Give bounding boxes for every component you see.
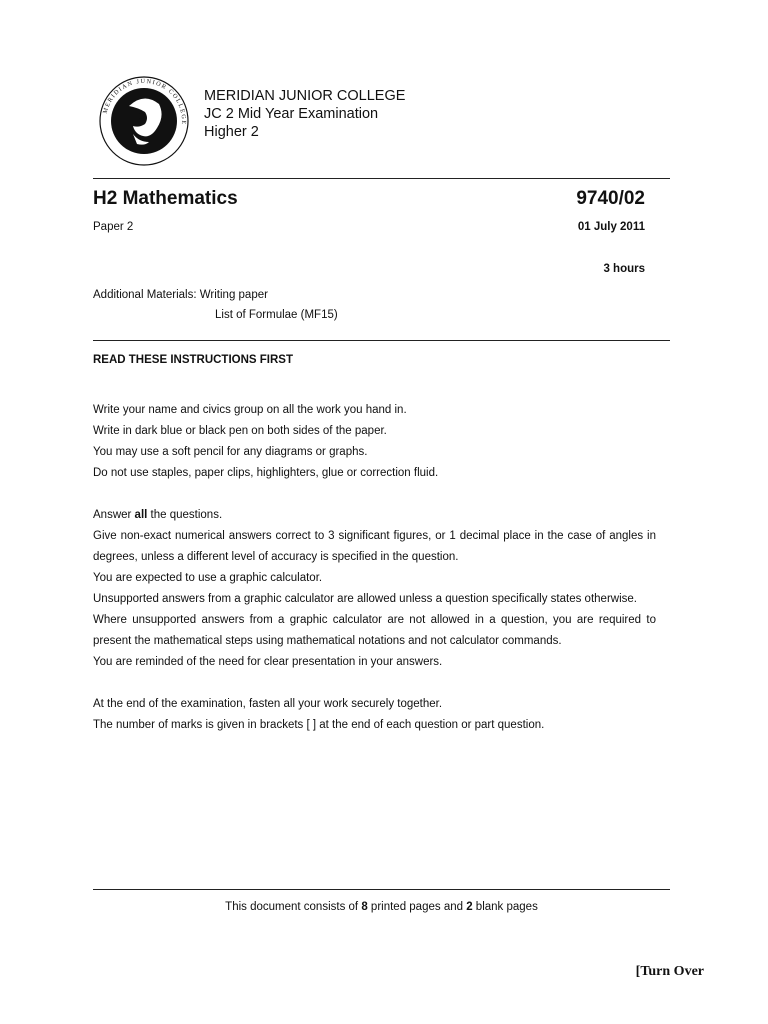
instructions-body <box>93 400 656 736</box>
syllabus-code: 9740/02 <box>576 188 645 209</box>
instruction-line: Do not use staples, paper clips, highlighters, glue or correction fluid. <box>93 467 439 479</box>
turn-over-note: [Turn Over <box>635 964 704 979</box>
crest-ring-text: MERIDIAN JUNIOR COLLEGE <box>101 77 188 126</box>
page-count-note: This document consists of 8 printed pages and 2 blank pages <box>225 901 538 913</box>
instruction-line: Write your name and civics group on all the work you hand in. <box>93 404 407 416</box>
printed-page-count: 8 <box>361 901 368 913</box>
divider-top <box>93 178 670 179</box>
materials-label: Additional Materials: <box>93 289 197 301</box>
divider-bottom <box>93 889 670 890</box>
instruction-line: Where unsupported answers from a graphic calculator are not allowed in a question, you are required to present the mathematical steps using mathematical notations and not calculator commands. <box>93 614 656 647</box>
exam-date: 01 July 2011 <box>577 221 645 233</box>
college-crest-logo <box>99 76 189 166</box>
instructions-heading: READ THESE INSTRUCTIONS FIRST <box>93 354 293 366</box>
additional-materials <box>93 285 338 325</box>
college-header <box>204 87 405 141</box>
instruction-line: Write in dark blue or black pen on both sides of the paper. <box>93 425 387 437</box>
instruction-line: At the end of the examination, fasten all your work securely together. <box>93 698 443 710</box>
exam-level: Higher 2 <box>204 124 259 140</box>
exam-name: JC 2 Mid Year Examination <box>204 106 379 122</box>
instruction-line: Unsupported answers from a graphic calculator are allowed unless a question specifically states otherwise. <box>93 593 637 605</box>
subject-title: H2 Mathematics <box>93 188 238 209</box>
material-item: Writing paper <box>199 289 268 301</box>
instruction-line: Give non-exact numerical answers correct to 3 significant figures, or 1 decimal place in the case of angles in degrees, unless a different level of accuracy is specified in the question. <box>93 530 656 563</box>
instruction-line: You may use a soft pencil for any diagrams or graphs. <box>93 446 368 458</box>
college-name: MERIDIAN JUNIOR COLLEGE <box>204 88 406 104</box>
exam-duration: 3 hours <box>603 263 645 275</box>
instruction-line: You are reminded of the need for clear presentation in your answers. <box>93 656 443 668</box>
paper-number: Paper 2 <box>93 221 134 233</box>
instruction-line: You are expected to use a graphic calculator. <box>93 572 323 584</box>
divider-middle <box>93 340 670 341</box>
blank-page-count: 2 <box>466 901 473 913</box>
material-item: List of Formulae (MF15) <box>215 309 338 321</box>
instruction-answer-all: Answer all the questions. <box>93 509 223 521</box>
instruction-line: The number of marks is given in brackets [ ] at the end of each question or part question. <box>93 719 545 731</box>
